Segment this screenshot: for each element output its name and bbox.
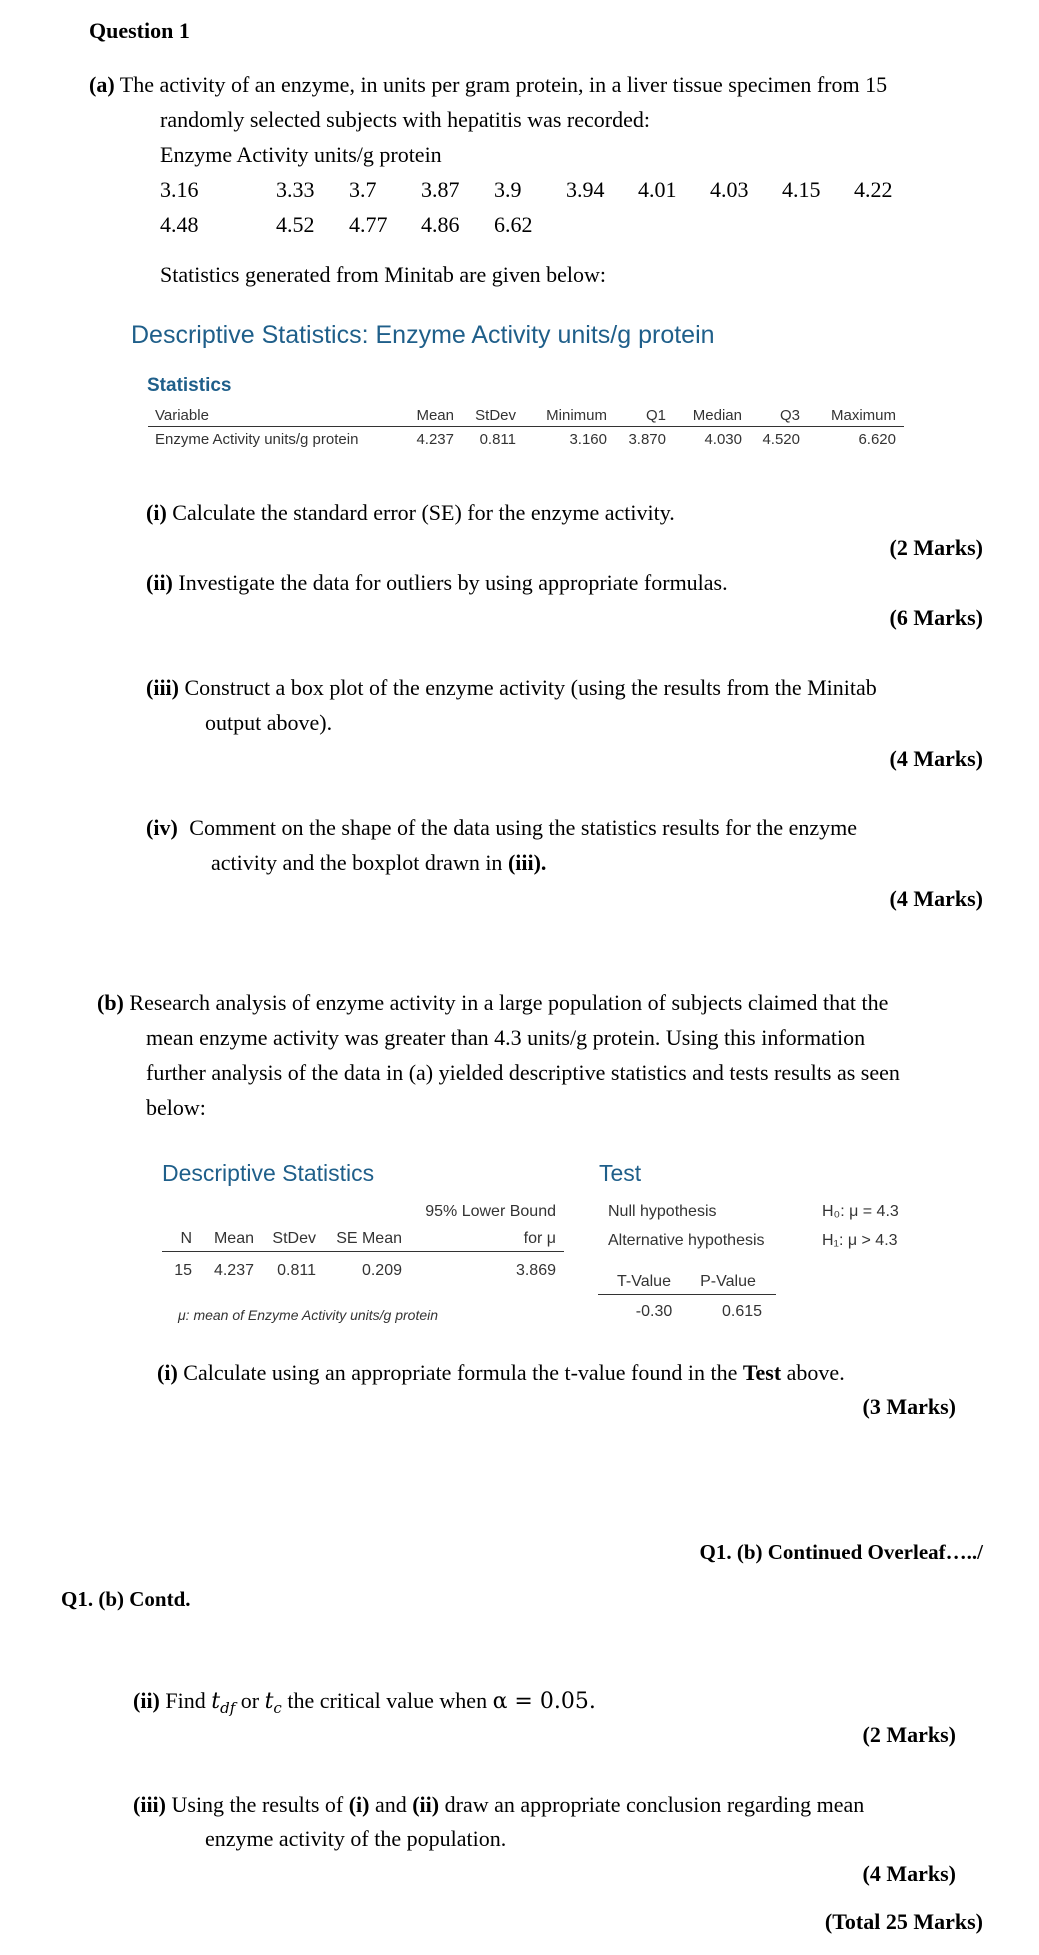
data-value: 4.01 — [638, 177, 677, 202]
stats-cell-median: 4.030 — [704, 431, 742, 448]
test-header-tvalue: T-Value — [617, 1273, 671, 1290]
stats-header-q3: Q3 — [779, 407, 800, 424]
stats-cell-mean: 4.237 — [416, 431, 454, 448]
stats-cell-q3: 4.520 — [762, 431, 800, 448]
marks-a-iv: (4 Marks) — [889, 886, 983, 911]
q-text: Comment on the shape of the data using the statistics results for the enzyme — [189, 815, 858, 840]
stats-header-stdev: StDev — [475, 407, 516, 424]
q-label: (i) — [146, 500, 167, 525]
desc-cell-semean: 0.209 — [361, 1262, 402, 1279]
desc-table-title: Descriptive Statistics — [162, 1160, 375, 1186]
data-value: 4.03 — [710, 177, 749, 202]
data-value: 3.87 — [421, 177, 460, 202]
q-ref: Test — [742, 1360, 782, 1385]
part-a-label: (a) — [89, 72, 115, 97]
marks-a-i: (2 Marks) — [889, 535, 983, 560]
stats-header-q1: Q1 — [645, 407, 666, 424]
data-value: 4.86 — [421, 212, 460, 237]
q-text: Investigate the data for outliers by using appropriate formulas. — [178, 570, 728, 595]
desc-header-stdev: StDev — [272, 1230, 316, 1247]
part-b-question-i — [157, 1360, 845, 1386]
q-text: above. — [786, 1360, 845, 1385]
data-value: 4.52 — [276, 212, 315, 237]
part-a-intro-text1: The activity of an enzyme, in units per gram protein, in a liver tissue specimen from 15 — [119, 72, 888, 97]
part-a-question-iv-cont — [211, 850, 546, 876]
test-header-pvalue: P-Value — [700, 1273, 756, 1290]
part-b-contd: Q1. (b) Contd. — [61, 1587, 191, 1611]
data-value: 4.15 — [782, 177, 821, 202]
part-b-intro-line3: further analysis of the data in (a) yielded descriptive statistics and tests results as seen — [146, 1060, 900, 1085]
stats-header-minimum: Minimum — [546, 407, 607, 424]
q-text: Calculate the standard error (SE) for the enzyme activity. — [172, 500, 675, 525]
q-text: Calculate using an appropriate formula the t-value found in the — [183, 1360, 738, 1385]
part-b-intro-line2: mean enzyme activity was greater than 4.3 units/g protein. Using this information — [146, 1025, 866, 1050]
desc-cell-stdev: 0.811 — [277, 1262, 316, 1279]
math-sub-c: c — [273, 1699, 282, 1718]
part-a-question-i — [146, 500, 675, 526]
stats-cell-q1: 3.870 — [628, 431, 666, 448]
desc-header-bound1: 95% Lower Bound — [425, 1203, 556, 1220]
total-marks: (Total 25 Marks) — [824, 1909, 983, 1934]
stats-cell-variable: Enzyme Activity units/g protein — [155, 431, 359, 448]
desc-cell-n: 15 — [174, 1262, 192, 1279]
q-text: Find — [165, 1688, 206, 1713]
stats-header-maximum: Maximum — [830, 407, 896, 424]
desc-header-mean: Mean — [213, 1230, 254, 1247]
part-a-question-ii — [146, 570, 728, 596]
q-text: Using the results of — [171, 1792, 344, 1817]
data-value: 4.22 — [854, 177, 893, 202]
desc-header-semean: SE Mean — [336, 1230, 402, 1247]
test-cell-tvalue: -0.30 — [635, 1303, 673, 1320]
part-b-question-iii — [133, 1792, 864, 1818]
test-cell-pvalue: 0.615 — [721, 1303, 763, 1320]
q-label: (iii) — [133, 1792, 166, 1817]
desc-header-n: N — [180, 1230, 192, 1247]
q-text: activity and the boxplot drawn in — [211, 850, 503, 875]
part-a-question-iii-cont: output above). — [205, 710, 333, 735]
part-b-intro-line4: below: — [146, 1095, 206, 1120]
data-heading: Enzyme Activity units/g protein — [160, 142, 442, 167]
test-null-label: Null hypothesis — [608, 1203, 717, 1220]
data-value: 4.77 — [349, 212, 388, 237]
desc-header-bound2: for μ — [523, 1230, 556, 1247]
data-value: 3.16 — [160, 177, 199, 202]
stats-header-median: Median — [692, 407, 742, 424]
test-header-rule — [598, 1294, 776, 1295]
stats-table-title: Descriptive Statistics: Enzyme Activity units/g protein — [131, 321, 715, 349]
data-value: 6.62 — [494, 212, 533, 237]
stats-cell-maximum: 6.620 — [858, 431, 896, 448]
question-title: Question 1 — [89, 18, 190, 43]
desc-footnote: μ: mean of Enzyme Activity units/g protein — [178, 1307, 439, 1323]
part-b-intro-line1 — [97, 990, 888, 1016]
minitab-intro: Statistics generated from Minitab are given below: — [160, 262, 606, 287]
q-label: (ii) — [146, 570, 173, 595]
desc-header-rule — [162, 1251, 564, 1252]
marks-b-ii: (2 Marks) — [862, 1722, 956, 1747]
stats-header-rule — [148, 426, 904, 427]
part-b-question-iii-cont: enzyme activity of the population. — [205, 1826, 507, 1851]
q-text: or — [240, 1688, 260, 1713]
desc-cell-mean: 4.237 — [213, 1262, 254, 1279]
test-alt-label: Alternative hypothesis — [608, 1232, 765, 1249]
q-ref: (iii). — [507, 850, 547, 875]
q-text: Construct a box plot of the enzyme activity (using the results from the Minitab — [184, 675, 877, 700]
part-a-intro-line1 — [89, 72, 887, 98]
q-label: (i) — [157, 1360, 178, 1385]
part-b-question-ii — [133, 1688, 596, 1718]
marks-a-iii: (4 Marks) — [889, 746, 983, 771]
q-label: (iii) — [146, 675, 179, 700]
data-value: 4.48 — [160, 212, 199, 237]
q-text: the critical value when — [287, 1688, 488, 1713]
desc-cell-bound: 3.869 — [515, 1262, 556, 1279]
continued-overleaf: Q1. (b) Continued Overleaf…../ — [699, 1540, 983, 1564]
marks-a-ii: (6 Marks) — [889, 605, 983, 630]
q-label: (ii) — [133, 1688, 160, 1713]
stats-header-mean: Mean — [416, 407, 454, 424]
part-a-question-iii — [146, 675, 877, 701]
q-label: (iv) — [146, 815, 178, 840]
data-value: 3.7 — [349, 177, 377, 202]
data-value: 3.33 — [276, 177, 315, 202]
math-t: t — [211, 1689, 221, 1714]
data-value: 3.9 — [494, 177, 522, 202]
q-ref: (ii) — [412, 1792, 440, 1817]
math-t: t — [264, 1689, 274, 1714]
q-text: draw an appropriate conclusion regarding mean — [444, 1792, 865, 1817]
marks-b-iii: (4 Marks) — [862, 1861, 956, 1886]
test-table-title: Test — [599, 1160, 642, 1186]
q-text: and — [374, 1792, 407, 1817]
stats-cell-minimum: 3.160 — [569, 431, 607, 448]
stats-table-subtitle: Statistics — [147, 375, 232, 396]
stats-cell-stdev: 0.811 — [479, 431, 516, 448]
q-ref: (i) — [348, 1792, 370, 1817]
part-b-intro-text1: Research analysis of enzyme activity in a large population of subjects claimed that the — [129, 990, 889, 1015]
marks-b-i: (3 Marks) — [862, 1394, 956, 1419]
data-value: 3.94 — [566, 177, 605, 202]
math-alpha: α = 0.05. — [492, 1689, 596, 1714]
test-alt-value: H₁: μ > 4.3 — [822, 1232, 898, 1249]
part-b-label: (b) — [97, 990, 124, 1015]
part-a-intro-line2: randomly selected subjects with hepatitis was recorded: — [160, 107, 650, 132]
part-a-question-iv — [146, 815, 857, 841]
stats-header-variable: Variable — [155, 407, 209, 424]
math-sub-df: df — [220, 1699, 236, 1718]
test-null-value: H₀: μ = 4.3 — [822, 1203, 899, 1220]
